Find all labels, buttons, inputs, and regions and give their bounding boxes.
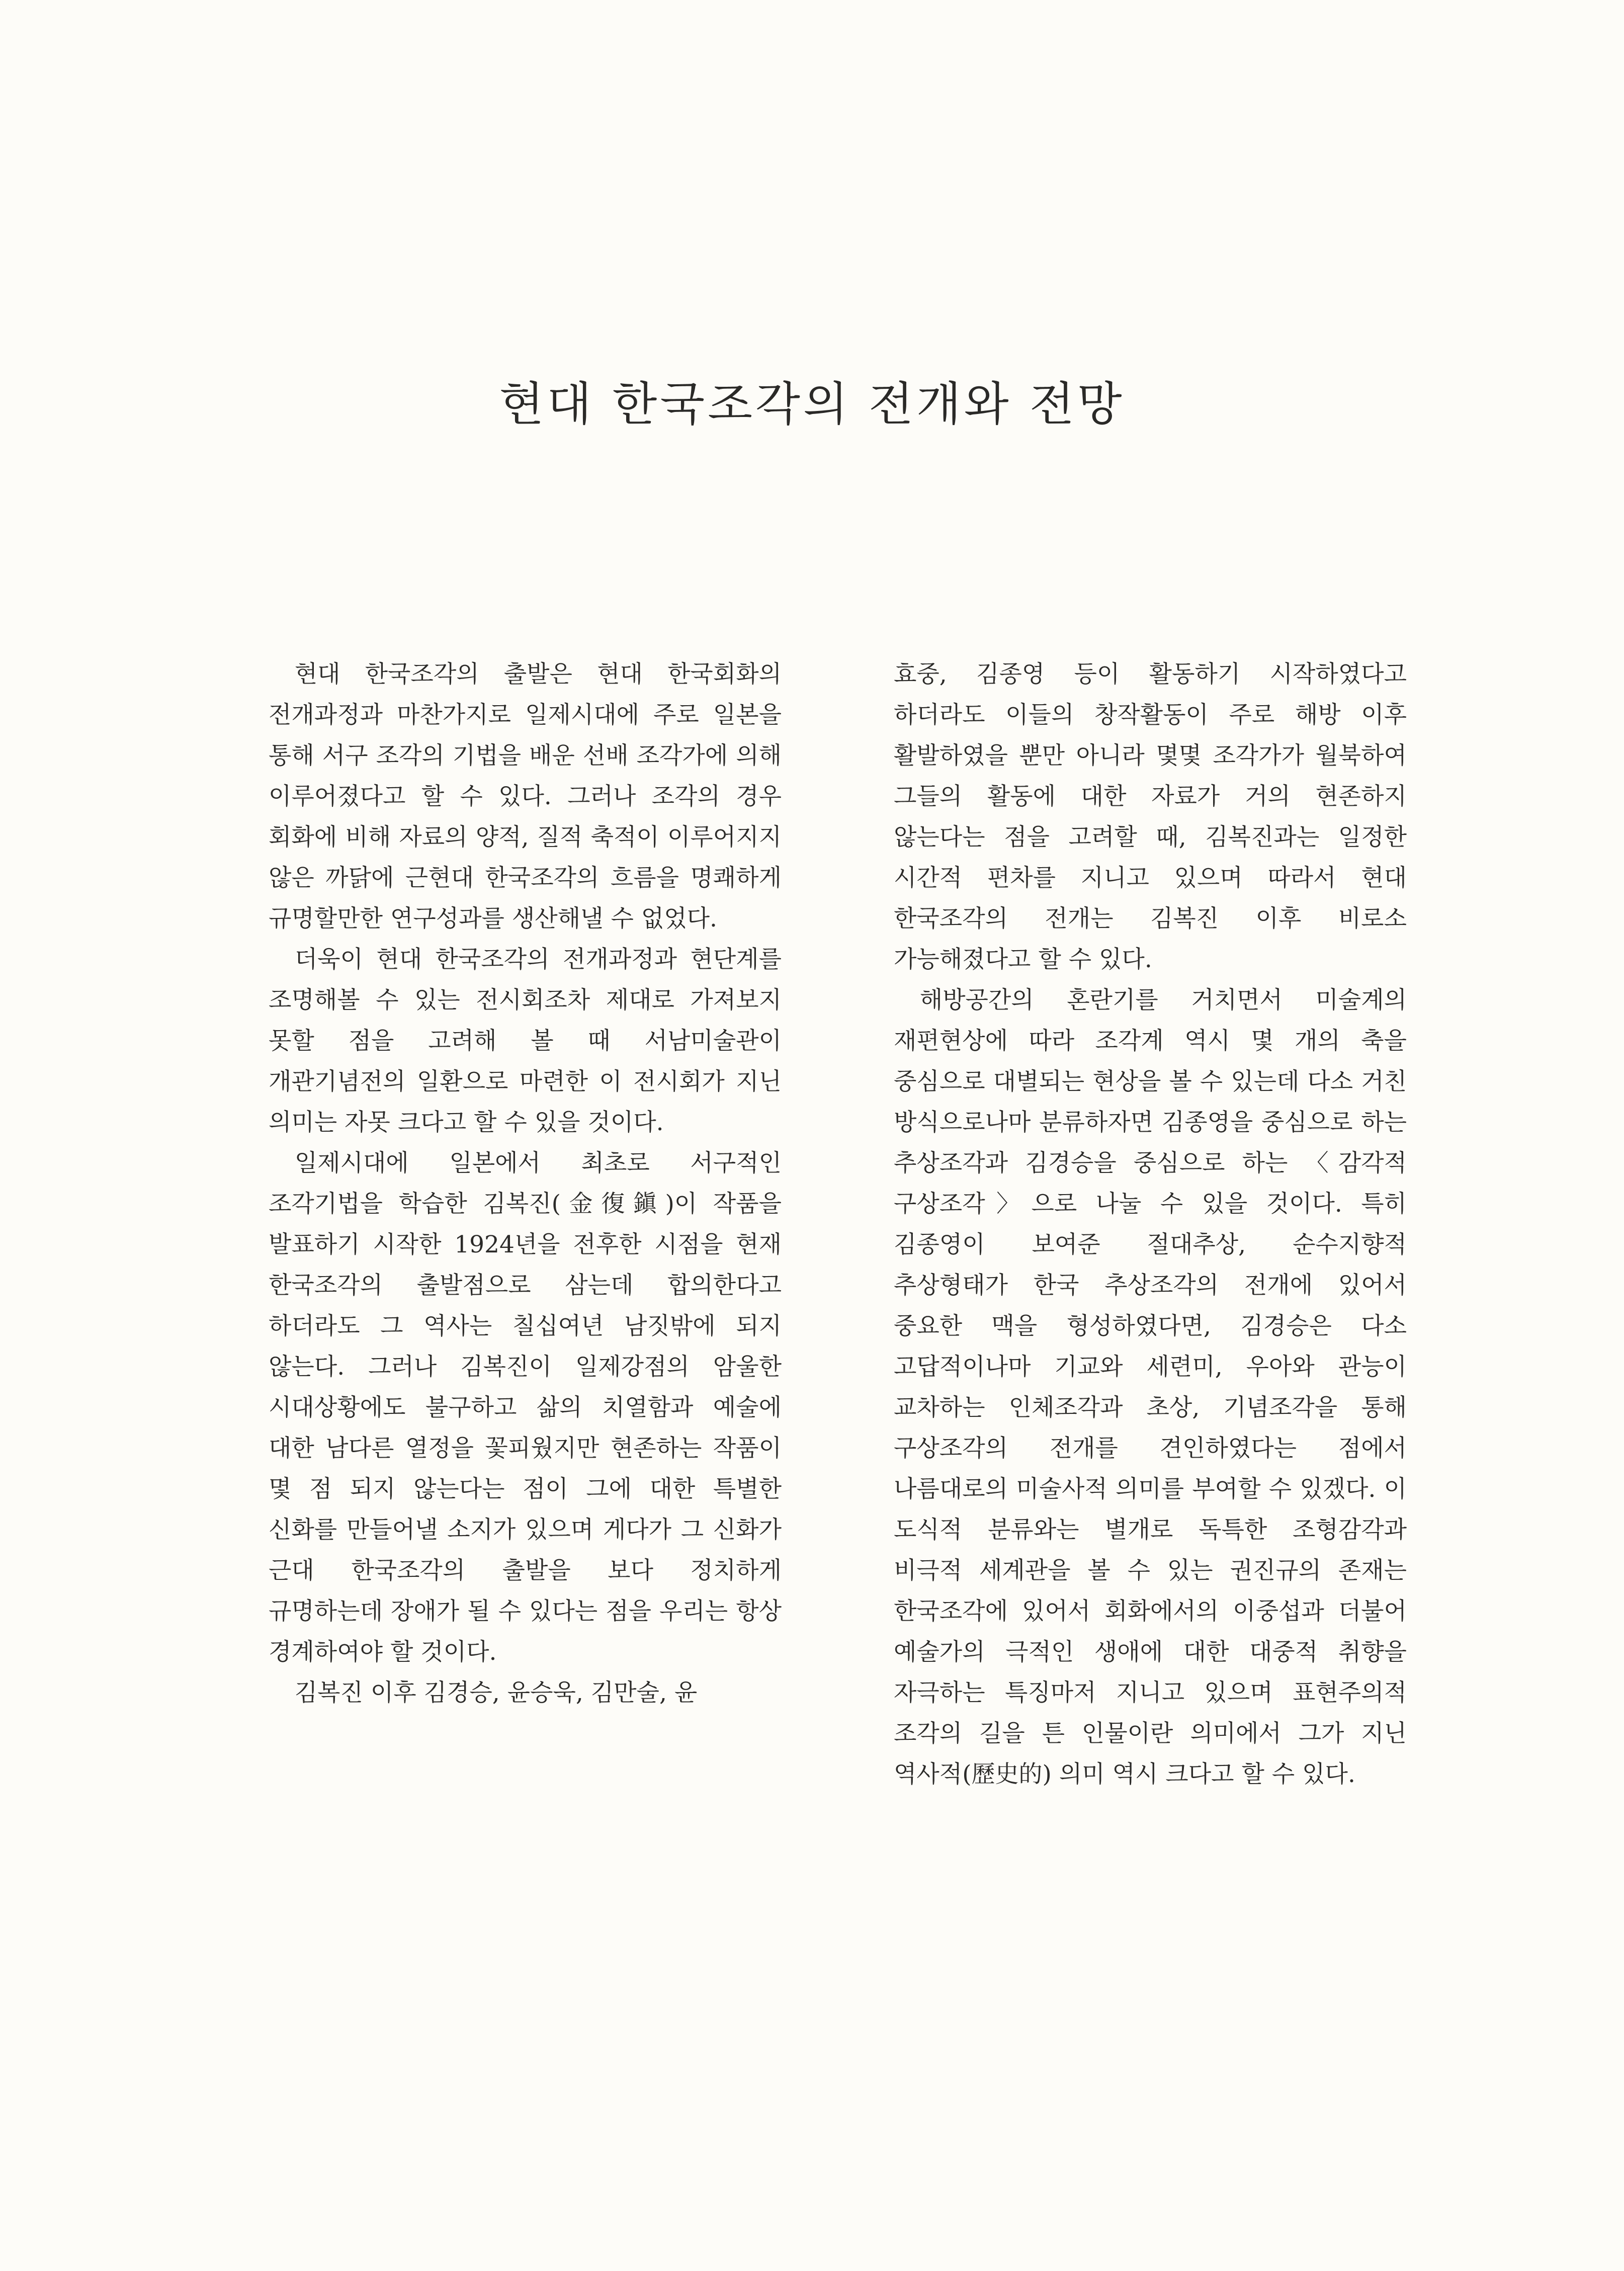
paragraph: 현대 한국조각의 출발은 현대 한국회화의 전개과정과 마찬가지로 일제시대에 주로 일본을 통해 서구 조각의 기법을 배운 선배 조각가에 의해 이루어졌다고 할 수 있다. 그러나 조각의 경우 회화에 비해 자료의 양적, 질적 축적이 이루어지지 않은 까닭에 근현대 한국조각의 흐름을 명쾌하게 규명할만한 연구성과를 생산해낼 수 없었다. — [269, 660, 782, 933]
paragraph: 더욱이 현대 한국조각의 전개과정과 현단계를 조명해볼 수 있는 전시회조차 제대로 가져보지 못할 점을 고려해 볼 때 서남미술관이 개관기념전의 일환으로 마련한 이 전시회가 지닌 의미는 자못 크다고 할 수 있을 것이다. — [269, 946, 782, 1136]
paragraph: 해방공간의 혼란기를 거치면서 미술계의 재편현상에 따라 조각계 역시 몇 개의 축을 중심으로 대별되는 현상을 볼 수 있는데 다소 거친 방식으로나마 분류하자면 김종영을 중심으로 하는 추상조각과 김경승을 중심으로 하는 〈감각적 구상조각〉으로 나눌 수 있을 것이다. 특히 김종영이 보여준 절대추상, 순수지향적 추상형태가 한국 추상조각의 전개에 있어서 중요한 맥을 형성하였다면, 김경승은 다소 고답적이나마 기교와 세련미, 우아와 관능이 교차하는 인체조각과 초상, 기념조각을 통해 구상조각의 전개를 견인하였다는 점에서 나름대로의 미술사적 의미를 부여할 수 있겠다. 이 도식적 분류와는 별개로 독특한 조형감각과 비극적 세계관을 볼 수 있는 권진규의 존재는 한국조각에 있어서 회화에서의 이중섭과 더불어 예술가의 극적인 생애에 대한 대중적 취향을 자극하는 특징마저 지니고 있으며 표현주의적 조각의 길을 튼 인물이란 의미에서 그가 지닌 역사적(歷史的) 의미 역시 크다고 할 수 있다. — [894, 986, 1407, 1788]
left-column — [269, 654, 782, 1713]
paragraph: 김복진 이후 김경승, 윤승욱, 김만술, 윤 — [294, 1679, 698, 1707]
paragraph: 일제시대에 일본에서 최초로 서구적인 조각기법을 학습한 김복진(金復鎭)이 작품을 발표하기 시작한 1924년을 전후한 시점을 현재 한국조각의 출발점으로 삼는데 합의한다고 하더라도 그 역사는 칠십여년 남짓밖에 되지 않는다. 그러나 김복진이 일제강점의 암울한 시대상황에도 불구하고 삶의 치열함과 예술에 대한 남다른 열정을 꽃피웠지만 현존하는 작품이 몇 점 되지 않는다는 점이 그에 대한 특별한 신화를 만들어낼 소지가 있으며 게다가 그 신화가 근대 한국조각의 출발을 보다 정치하게 규명하는데 장애가 될 수 있다는 점을 우리는 항상 경계하여야 할 것이다. — [269, 1149, 782, 1666]
page-title: 현대 한국조각의 전개와 전망 — [499, 377, 1125, 431]
right-column — [894, 654, 1407, 1795]
paragraph-continued: 효중, 김종영 등이 활동하기 시작하였다고 하더라도 이들의 창작활동이 주로 해방 이후 활발하였을 뿐만 아니라 몇몇 조각가가 월북하여 그들의 활동에 대한 자료가 거의 현존하지 않는다는 점을 고려할 때, 김복진과는 일정한 시간적 편차를 지니고 있으며 따라서 현대 한국조각의 전개는 김복진 이후 비로소 가능해졌다고 할 수 있다. — [894, 660, 1407, 973]
